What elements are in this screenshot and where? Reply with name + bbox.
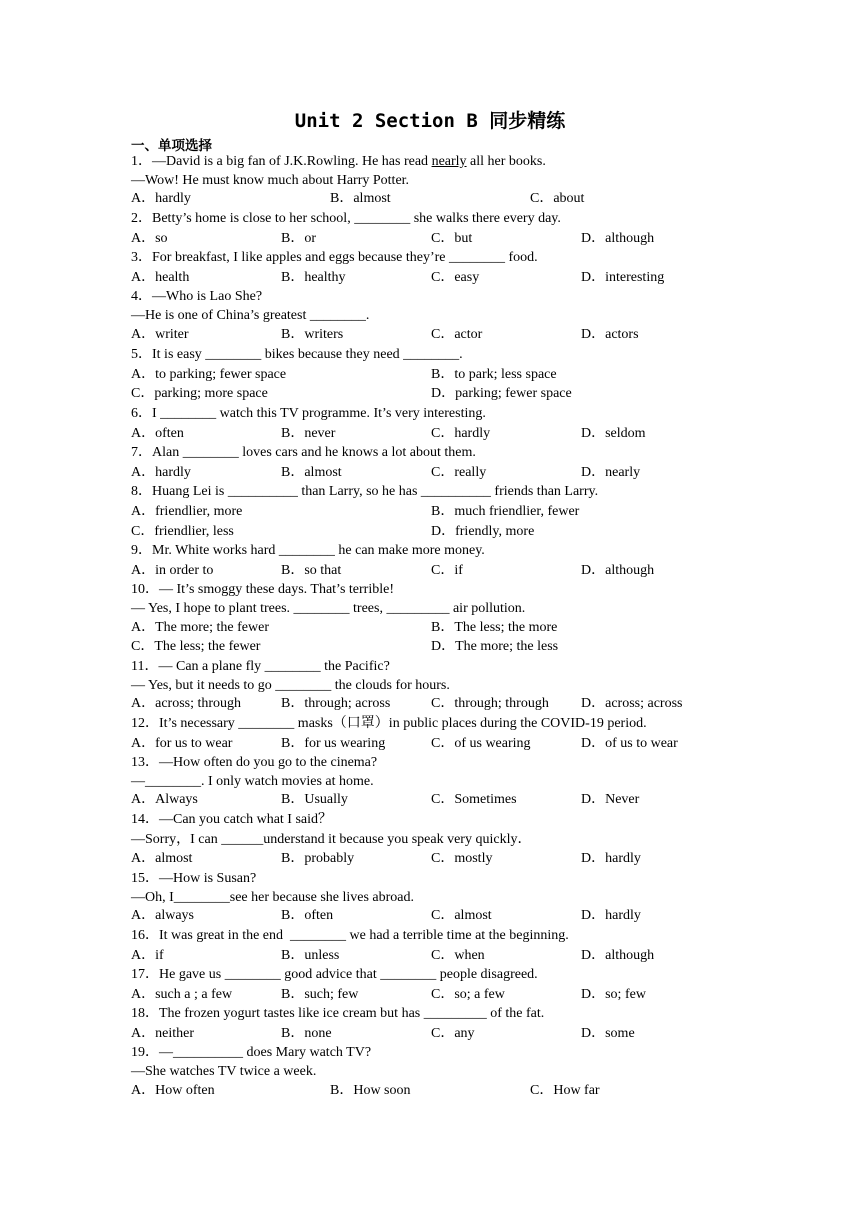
question-4-stem: 4．—Who is Lao She? xyxy=(131,289,263,304)
option: A．such a ; a few xyxy=(131,987,233,1002)
question-8-stem: 8．Huang Lei is __________ than Larry, so he has __________ friends than Larry. xyxy=(131,484,599,499)
question-12-stem: 12．It’s necessary ________ masks（口罩）in public places during the COVID-19 period. xyxy=(131,716,647,731)
option: B．none xyxy=(281,1026,332,1041)
question-1-reply: —Wow! He must know much about Harry Potter. xyxy=(131,173,410,188)
question-3-stem: 3．For breakfast, I like apples and eggs because they’re ________ food. xyxy=(131,250,538,265)
option: B．unless xyxy=(281,948,340,963)
option: A．writer xyxy=(131,327,189,342)
option: B．How soon xyxy=(330,1083,411,1098)
option: A．hardly xyxy=(131,191,191,206)
option: A．Always xyxy=(131,792,198,807)
question-13-reply: —________. I only watch movies at home. xyxy=(131,774,374,789)
question-10-reply: — Yes, I hope to plant trees. ________ trees, _________ air pollution. xyxy=(131,601,526,616)
question-17-stem: 17．He gave us ________ good advice that ________ people disagreed. xyxy=(131,967,538,982)
option: A．hardly xyxy=(131,465,191,480)
option: C．actor xyxy=(431,327,483,342)
option: D．nearly xyxy=(581,465,641,480)
option: B．The less; the more xyxy=(431,620,558,635)
option: D．so; few xyxy=(581,987,646,1002)
option: B．such; few xyxy=(281,987,359,1002)
option: C．How far xyxy=(530,1083,600,1098)
option: C．The less; the fewer xyxy=(131,639,261,654)
option: A．to parking; fewer space xyxy=(131,367,287,382)
option: D．interesting xyxy=(581,270,665,285)
option: C．friendlier, less xyxy=(131,524,234,539)
question-15-reply: —Oh, I________see her because she lives abroad. xyxy=(131,890,415,905)
question-10-stem: 10．— It’s smoggy these days. That’s terrible! xyxy=(131,582,394,597)
question-15-stem: 15．—How is Susan? xyxy=(131,871,257,886)
question-11-reply: — Yes, but it needs to go ________ the clouds for hours. xyxy=(131,678,450,693)
option: C．almost xyxy=(431,908,492,923)
option: C．through; through xyxy=(431,696,549,711)
option: C．easy xyxy=(431,270,480,285)
question-2-stem: 2．Betty’s home is close to her school, ________ she walks there every day. xyxy=(131,211,561,226)
option: C．if xyxy=(431,563,463,578)
option: A．in order to xyxy=(131,563,214,578)
option: B．through; across xyxy=(281,696,391,711)
option: B．almost xyxy=(330,191,391,206)
option: B．healthy xyxy=(281,270,346,285)
option: A．for us to wear xyxy=(131,736,233,751)
option: D．friendly, more xyxy=(431,524,535,539)
question-11-stem: 11．— Can a plane fly ________ the Pacific? xyxy=(131,659,390,674)
question-16-stem: 16．It was great in the end ________ we had a terrible time at the beginning. xyxy=(131,928,569,943)
option: A．friendlier, more xyxy=(131,504,243,519)
option: A．often xyxy=(131,426,184,441)
page-title: Unit 2 Section B 同步精练 xyxy=(294,110,566,132)
option: A．The more; the fewer xyxy=(131,620,269,635)
option: D．actors xyxy=(581,327,639,342)
option: A．so xyxy=(131,231,168,246)
option: D．hardly xyxy=(581,851,641,866)
option: D．although xyxy=(581,231,655,246)
option: D．The more; the less xyxy=(431,639,559,654)
option: D．although xyxy=(581,563,655,578)
option: B．or xyxy=(281,231,316,246)
option: C．when xyxy=(431,948,485,963)
option: B．never xyxy=(281,426,336,441)
underlined-word: nearly xyxy=(431,154,467,169)
question-13-stem: 13．—How often do you go to the cinema? xyxy=(131,755,378,770)
question-5-stem: 5．It is easy ________ bikes because they need ________. xyxy=(131,347,463,362)
option: D．of us to wear xyxy=(581,736,678,751)
option: C．mostly xyxy=(431,851,493,866)
option: B．probably xyxy=(281,851,355,866)
option: C．so; a few xyxy=(431,987,505,1002)
question-6-stem: 6．I ________ watch this TV programme. It’s very interesting. xyxy=(131,406,486,421)
option: B．writers xyxy=(281,327,344,342)
option: A．if xyxy=(131,948,164,963)
option: D．although xyxy=(581,948,655,963)
option: D．hardly xyxy=(581,908,641,923)
option: C．but xyxy=(431,231,473,246)
question-19-stem: 19．—__________ does Mary watch TV? xyxy=(131,1045,372,1060)
option: D．Never xyxy=(581,792,640,807)
option: C．hardly xyxy=(431,426,491,441)
question-14-stem: 14．—Can you catch what I said？ xyxy=(131,812,333,827)
option: C．really xyxy=(431,465,487,480)
question-7-stem: 7．Alan ________ loves cars and he knows a lot about them. xyxy=(131,445,476,460)
option: C．of us wearing xyxy=(431,736,531,751)
option: B．Usually xyxy=(281,792,348,807)
option: B．so that xyxy=(281,563,342,578)
option: A．across; through xyxy=(131,696,242,711)
option: D．some xyxy=(581,1026,635,1041)
question-1-stem: 1．—David is a big fan of J.K.Rowling. He has read nearly all her books. xyxy=(131,154,546,169)
option: B．to park; less space xyxy=(431,367,557,382)
option: B．often xyxy=(281,908,334,923)
option: C．any xyxy=(431,1026,475,1041)
question-9-stem: 9．Mr. White works hard ________ he can make more money. xyxy=(131,543,485,558)
option: D．seldom xyxy=(581,426,646,441)
option: A．almost xyxy=(131,851,193,866)
question-4-reply: —He is one of China’s greatest ________. xyxy=(131,308,370,323)
option: A．neither xyxy=(131,1026,194,1041)
option: A．always xyxy=(131,908,194,923)
question-14-reply: —Sorry，I can ______understand it because you speak very quickly． xyxy=(131,832,532,847)
option: D．across; across xyxy=(581,696,683,711)
option: B．for us wearing xyxy=(281,736,386,751)
option: C．parking; more space xyxy=(131,386,268,401)
option: A．How often xyxy=(131,1083,215,1098)
question-19-reply: —She watches TV twice a week. xyxy=(131,1064,317,1079)
option: C．Sometimes xyxy=(431,792,517,807)
option: B．almost xyxy=(281,465,342,480)
option: D．parking; fewer space xyxy=(431,386,572,401)
option: B．much friendlier, fewer xyxy=(431,504,580,519)
option: A．health xyxy=(131,270,190,285)
option: C．about xyxy=(530,191,585,206)
section-heading: 一、单项选择 xyxy=(131,138,212,154)
question-18-stem: 18．The frozen yogurt tastes like ice cream but has _________ of the fat. xyxy=(131,1006,545,1021)
